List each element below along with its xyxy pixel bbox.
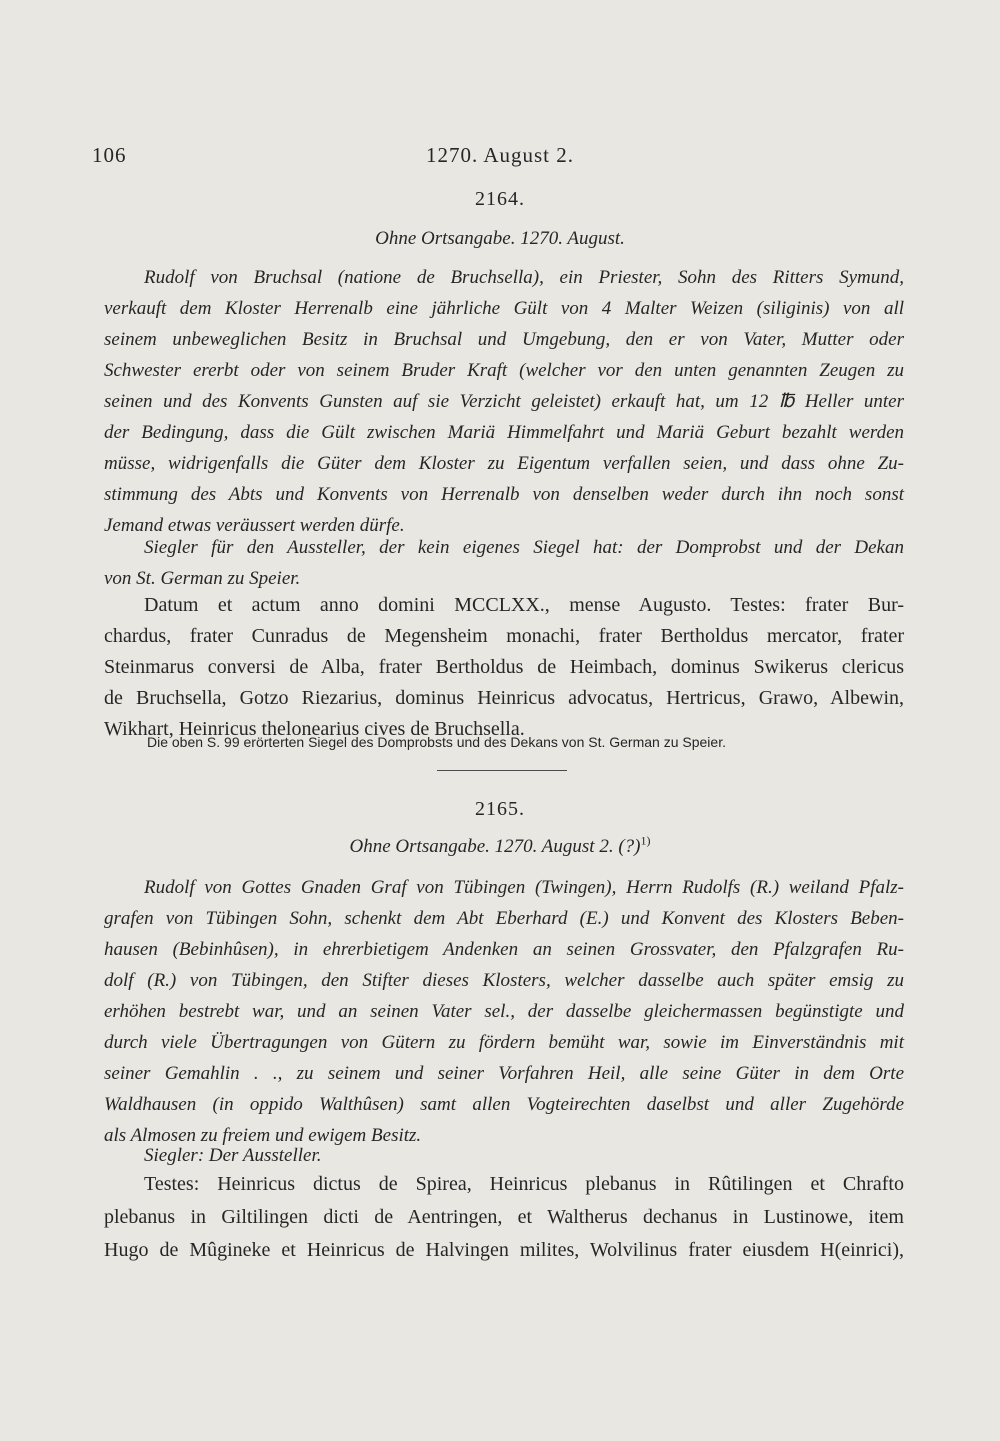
entry-heading: Ohne Ortsangabe. 1270. August. [375,228,625,249]
regest-line: seinem unbeweglichen Besitz in Bruchsal und Umgebung, den er von Vater, Mutter oder [104,329,904,350]
running-title: 1270. August 2. [425,143,574,167]
regest-line: als Almosen zu freiem und ewigem Besitz. [104,1125,422,1146]
regest-line: grafen von Tübingen Sohn, schenkt dem Abt Eberhard (E.) und Konvent des Klosters Beben- [104,908,904,929]
running-head [90,143,910,173]
page-number: 106 [92,143,127,167]
latin-line: chardus, frater Cunradus de Megensheim monachi, frater Bertholdus mercator, frater [104,625,904,647]
seal-note: Die oben S. 99 erörterten Siegel des Domprobsts und des Dekans von St. German zu Speier. [147,734,726,750]
regest-line: verkauft dem Kloster Herrenalb eine jährliche Gült von 4 Malter Weizen (siliginis) von all [104,298,904,319]
regest-line: Schwester ererbt oder von seinem Bruder Kraft (welcher vor den unten genannten Zeugen zu [104,360,904,381]
latin-line: Steinmarus conversi de Alba, frater Bertholdus de Heimbach, dominus Swikerus clericus [104,656,904,678]
regest-line: Rudolf von Bruchsal (natione de Bruchsella), ein Priester, Sohn des Ritters Symund, [144,267,904,288]
latin-text [104,1168,904,1267]
regest-line: seinen und des Konvents Gunsten auf sie Verzicht geleistet) erkauft hat, um 12 ℔ Heller unter [104,391,904,412]
entry-number: 2164. [475,188,525,210]
regest-line: der Bedingung, dass die Gült zwischen Mariä Himmelfahrt und Mariä Geburt bezahlt werden [104,422,904,443]
latin-line: Datum et actum anno domini MCCLXX., mense Augusto. Testes: frater Bur- [144,594,904,616]
siegler-paragraph [104,1140,904,1171]
regest-line: Jemand etwas veräussert werden dürfe. [104,515,405,536]
entry-heading [0,833,1000,858]
regest-line: dolf (R.) von Tübingen, den Stifter dieses Klosters, welcher dasselbe auch später emsig zu [104,970,904,991]
regest-line: Rudolf von Gottes Gnaden Graf von Tübingen (Twingen), Herrn Rudolfs (R.) weiland Pfalz- [144,877,904,898]
regest-line: erhöhen bestrebt war, und an seinen Vater sel., der dasselbe gleichermassen begünstigte und [104,1001,904,1022]
latin-line: plebanus in Giltilingen dicti de Aentringen, et Waltherus dechanus in Lustinowe, item [104,1206,904,1228]
section-divider [437,770,567,771]
latin-line: de Bruchsella, Gotzo Riezarius, dominus Heinricus advocatus, Hertricus, Grawo, Albewin, [104,687,904,709]
regest-line: seiner Gemahlin . ., zu seinem und seiner Vorfahren Heil, alle seine Güter in dem Orte [104,1063,904,1084]
entry-regest [104,872,904,1151]
siegler-line: Siegler: Der Aussteller. [144,1145,322,1166]
entry-number: 2165. [475,798,525,820]
siegler-paragraph [104,532,904,594]
regest-line: stimmung des Abts und Konvents von Herrenalb von denselben weder durch ihn noch sonst [104,484,904,505]
regest-line: Waldhausen (in oppido Walthûsen) samt allen Vogteirechten daselbst und aller Zugehörde [104,1094,904,1115]
regest-line: hausen (Bebinhûsen), in ehrerbietigem Andenken an seinen Grossvater, den Pfalzgrafen Ru- [104,939,904,960]
regest-line: durch viele Übertragungen von Gütern zu fördern bemüht war, sowie im Einverständnis mit [104,1032,904,1053]
siegler-line: Siegler für den Aussteller, der kein eigenes Siegel hat: der Domprobst und der Dekan [144,537,904,558]
siegler-line: von St. German zu Speier. [104,568,301,589]
entry-heading-text: Ohne Ortsangabe. 1270. August 2. (?) [349,836,641,857]
footnote-mark: 1) [640,833,651,848]
regest-line: müsse, widrigenfalls die Güter dem Kloster zu Eigentum verfallen seien, und dass ohne Zu- [104,453,904,474]
entry-regest [104,262,904,541]
latin-line: Testes: Heinricus dictus de Spirea, Heinricus plebanus in Rûtilingen et Chrafto [144,1173,904,1195]
latin-line: Hugo de Mûgineke et Heinricus de Halvingen milites, Wolvilinus frater eiusdem H(einrici), [104,1239,904,1261]
latin-line: Wikhart, Heinricus thelonearius cives de Bruchsella. [104,718,525,740]
latin-text [104,590,904,745]
